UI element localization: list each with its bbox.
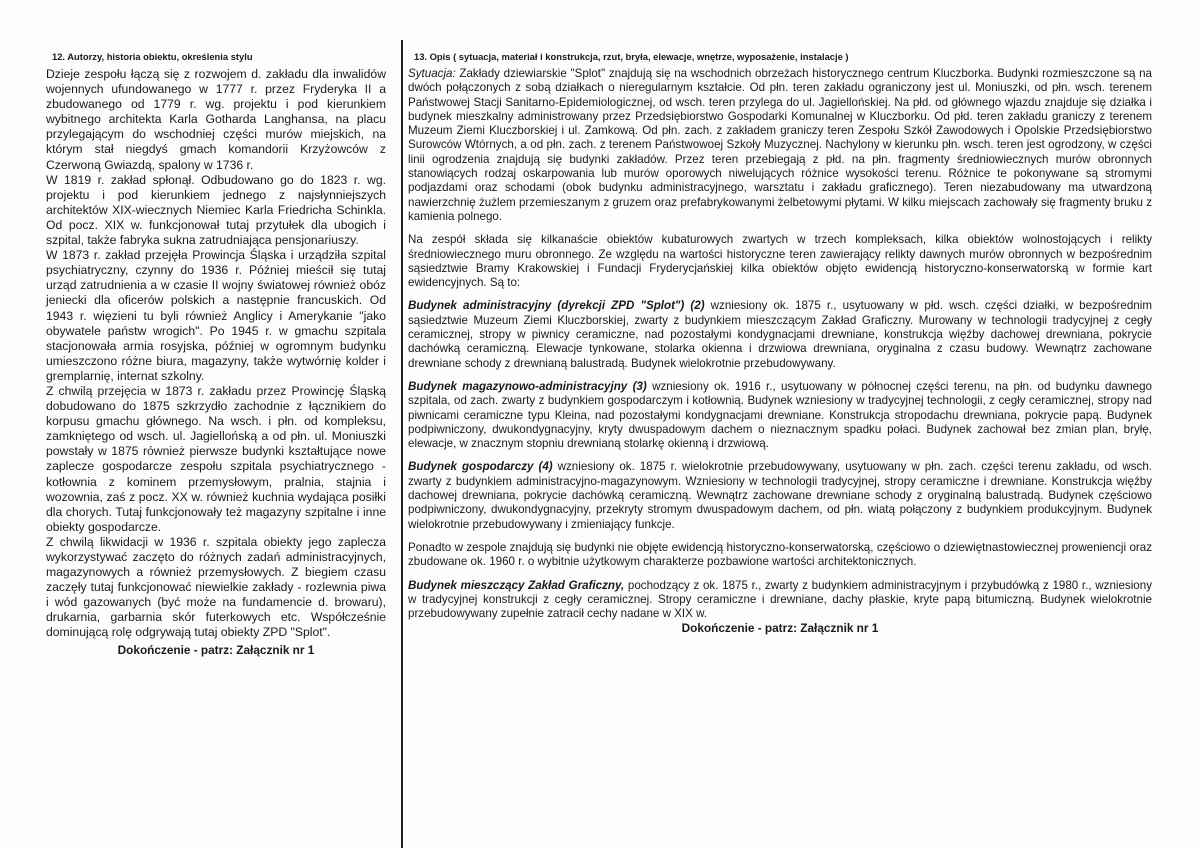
building-2-paragraph [408,299,1152,370]
building-4-paragraph [408,460,1152,531]
history-paragraph-5: Z chwilą likwidacji w 1936 r. szpitala obiekty jego zaplecza wykorzystywać zaczęto do różnych zadań administracyjnych, magazynowych a również przemysłowych. Z biegiem czasu zaczęły tutaj funkcjonować niewielkie zakłady - rozlewnia piwa i wód gazowanych (być może na fundamencie d. browaru), drukarnia, garbarnia skór futerkowych etc. Współcześnie dominującą rolę odgrywają tutaj obiekty ZPD "Splot". [46,534,386,640]
history-paragraph-3: W 1873 r. zakład przejęła Prowincja Śląska i urządziła szpital psychiatryczny, czynny do 1936 r. Później mieścił się tutaj urząd zatrudnienia a w czasie II wojny światowej również obóz jeniecki dla oficerów polskich a następnie francuskich. Od 1943 r. więzieni tu byli również Anglicy i Amerykanie "jako obywatele państw wrogich". Po 1945 r. w gmachu szpitala stacjonowała armia rosyjska, później w ogromnym budynku umieszczono różne biura, magazyny, także wytwórnię kolder i gremplarnię, internat szkolny. [46,248,386,383]
history-paragraph-1: Dzieje zespołu łączą się z rozwojem d. zakładu dla inwalidów wojennych ufundowanego w 1777 r. przez Fryderyka II a zbudowanego od 1779 r. wg. projektu i pod kierunkiem wybitnego architekta Karla Gotharda Langhansa, na placu przylegającym do wschodniej części murów miejskich, na którym stał niegdyś gmach komandorii Krzyżowców z Czerwoną Gwiazdą, spalony w 1736 r. [46,67,386,172]
graphic-plant-title: Budynek mieszczący Zakład Graficzny, [408,578,625,592]
graphic-plant-text: pochodzący z ok. 1875 r., zwarty z budynkiem administracyjnym i przybudówką z 1980 r., wzniesiony w tradycyjnej konstrukcji z cegły ceramicznej. Stropy ceramiczne i drewniane, dachy płaskie, kryte papą bitumiczną. Budynek wielokrotnie przebudowywany zupełnie zatracił cechy nadane w XIX w. [408,578,1152,621]
other-buildings-paragraph: Ponadto w zespole znajdują się budynki nie objęte ewidencją historyczno-konserwatorską, częściowo o dziewiętnastowiecznej proweniencji oraz zbudowane ok. 1960 r. o wybitnie użytkowym charakterze pozbawione wartości architektonicznych. [408,540,1152,569]
building-4-text: wzniesiony ok. 1875 r. wielokrotnie przebudowywany, usytuowany w płn. zach. części terenu zakładu, od wsch. zwarty z budynkiem administracyjno-magazynowym. Wzniesiony w technologii tradycyjnej, stropy ceramiczne i drewniane. Konstrukcja więźby dachowej drewniana, pokrycie dachówką ceramiczną. Wewnątrz zachowane drewniane schody z oryginalną balustradą. Budynek częściowo podpiwniczony, dwukondygnacyjny, przekryty stromym dwuspadowym dachem, od płn. wiatą połączony z budynkiem produkcyjnym. Budynek wielokrotnie przebudowywany i zmieniający funkcje. [408,460,1152,531]
building-3-text: wzniesiony ok. 1916 r., usytuowany w północnej części terenu, na płn. od budynku dawnego szpitala, od zach. zwarty z budynkiem gospodarczym i kotłownią. Budynek wzniesiony w tradycyjnej technologii, z cegły ceramicznej, stropy nad piwnicami ceramiczne typu Kleina, nad pozostałymi kondygnacjami drewniane. Konstrukcja stropodachu drewniana, pokrycie papą. Budynek podpiwniczony, dwukondygnacyjny, kryty dwuspadowym dachem o nieznacznym spadku połaci. Budynek zachował bez zmian plan, bryłę, elewacje, w znacznym stopniu drewnianą stolarkę okienną i drzwiową. [408,379,1153,451]
column-divider [401,40,403,848]
situation-text: Zakłady dziewiarskie "Splot" znajdują się na wschodnich obrzeżach historycznego centrum Kluczborka. Budynki rozmieszczone są na dwóch połączonych z sobą działkach o nieregularnym kształcie. Od płn. teren zakładu ograniczony jest ul. Moniuszki, od płn. wsch. terenem Państwowej Stacji Sanitarno-Epidemiologicznej, od wsch. teren przylega do ul. Jagiellońskiej. Na płd. od głównego wjazdu znajduje się działka i budynek mieszkalny administrowany przez Przedsiębiorstwo Gospodarki Komunalnej w Kluczborku. Od płd. teren zakładu graniczy z terenem Muzeum Ziemi Kluczborskiej i ul. Zamkową. Od płn. zach. z zakładem graniczy teren Zespołu Szkół Zawodowych i Opolskie Przedsiębiorstwo Surowców Wtórnych, a od płn. zach. z terenem Państwowoej Szkoły Muzycznej. Nachylony w kierunku płn. wsch. teren jest ogrodzony, w części linii ogrodzenia znajdują się budynki zakładów. Przez teren przebiegają z płd. na płn. fragmenty średniowiecznych murów obronnych stanowiących rodzaj oskarpowania lub murów oporowych niwelujących różnice wysokości terenu. Różnice te pokonywane są stromymi podjazdami oraz schodami (obok budynku administracyjnego, warsztatu i zakładu graficznego). Teren niezabudowany ma utwardzoną nawierzchnię żużlem przemieszanym z gruzem oraz prefabrykowanymi żelbetowymi płytami. W kilku miejscach zachowały się fragmenty bruku z kamienia polnego. [408,67,1152,223]
section-12-header: 12. Autorzy, historia obiektu, określenia stylu [52,51,253,62]
section-12-column [46,51,386,658]
building-2-text: wzniesiony ok. 1875 r., usytuowany w płd. wsch. części działki, w bezpośrednim sąsiedztwie Muzeum Ziemi Kluczborskiej, zwarty z budynkiem mieszczącym Zakład Graficzny. Murowany w technologii tradycyjnej z cegły ceramicznej, stropy w piwnicy ceramiczne, nad pozostałymi kondygnacjami drewniane, konstrukcja więźby dachowej drewniana, pokrycie dachówką ceramiczną. Elewacje tynkowane, stolarka okienna i drzwiowa drewniana, oryginalna z czasu budowy. Wewnątrz zachowane drewniane schody z drewnianą balustradą. Budynek wielokrotnie przebudowywany. [408,299,1152,370]
building-4-title: Budynek gospodarczy (4) [408,460,553,474]
situation-paragraph [408,67,1152,224]
building-3-title: Budynek magazynowo-administracyjny (3) [408,379,647,393]
right-continuation-note: Dokończenie - patrz: Załącznik nr 1 [681,621,879,636]
section-13-column [408,51,1152,636]
situation-label: Sytuacja: [408,67,456,80]
section-13-header: 13. Opis ( sytuacja, materiał i konstrukcja, rzut, bryła, elewacje, wnętrze, wyposażenie, instalacje ) [414,51,849,62]
graphic-plant-paragraph [408,579,1152,622]
complex-intro-paragraph: Na zespół składa się kilkanaście obiektów kubaturowych zwartych w trzech kompleksach, kilka obiektów wolnostojących i relikty średniowiecznego muru obronnego. Ze względu na wartości historyczne teren zawierający relikty dawnych murów obronnych w bezpośrednim sąsiedztwie Bramy Krakowskiej i Fundacji Fryderycjańskiej kilka obiektów objęto ewidencją historyczno-konserwatorską w formie kart ewidencyjnych. Są to: [408,233,1152,290]
building-2-title: Budynek administracyjny (dyrekcji ZPD "Splot") (2) [408,299,705,313]
building-3-paragraph [408,380,1152,451]
history-paragraph-4: Z chwilą przejęcia w 1873 r. zakładu przez Prowincję Śląską dobudowano do 1875 szkrzydło zachodnie z łącznikiem do korpusu gmachu głównego. Na wsch. i płn. od kompleksu, zamkniętego od wsch. ul. Jagiellońską a od płn. ul. Moniuszki powstały w 1875 również pierwsze budynki kształtujące nowe zaplecze gospodarcze zespołu szpitala psychiatrycznego - kotłownia z kominem przemysłowym, pralnia, stajnia i wozownia, zaś z pocz. XX w. również kuchnia wydająca posiłki dla chorych. Tutaj funkcjonowały też magazyny szpitalne i inne obiekty gospodarcze. [46,383,386,534]
history-paragraph-2: W 1819 r. zakład spłonął. Odbudowano go do 1823 r. wg. projektu i pod kierunkiem jednego z najsłynniejszych architektów XIX-wiecznych Niemiec Karla Friedricha Schinkla. Od pocz. XIX w. funkcjonował tutaj przytułek dla ubogich i szpital, także fabryka sukna zatrudniająca pensjonariuszy. [46,172,386,248]
left-continuation-note: Dokończenie - patrz: Załącznik nr 1 [117,642,315,657]
